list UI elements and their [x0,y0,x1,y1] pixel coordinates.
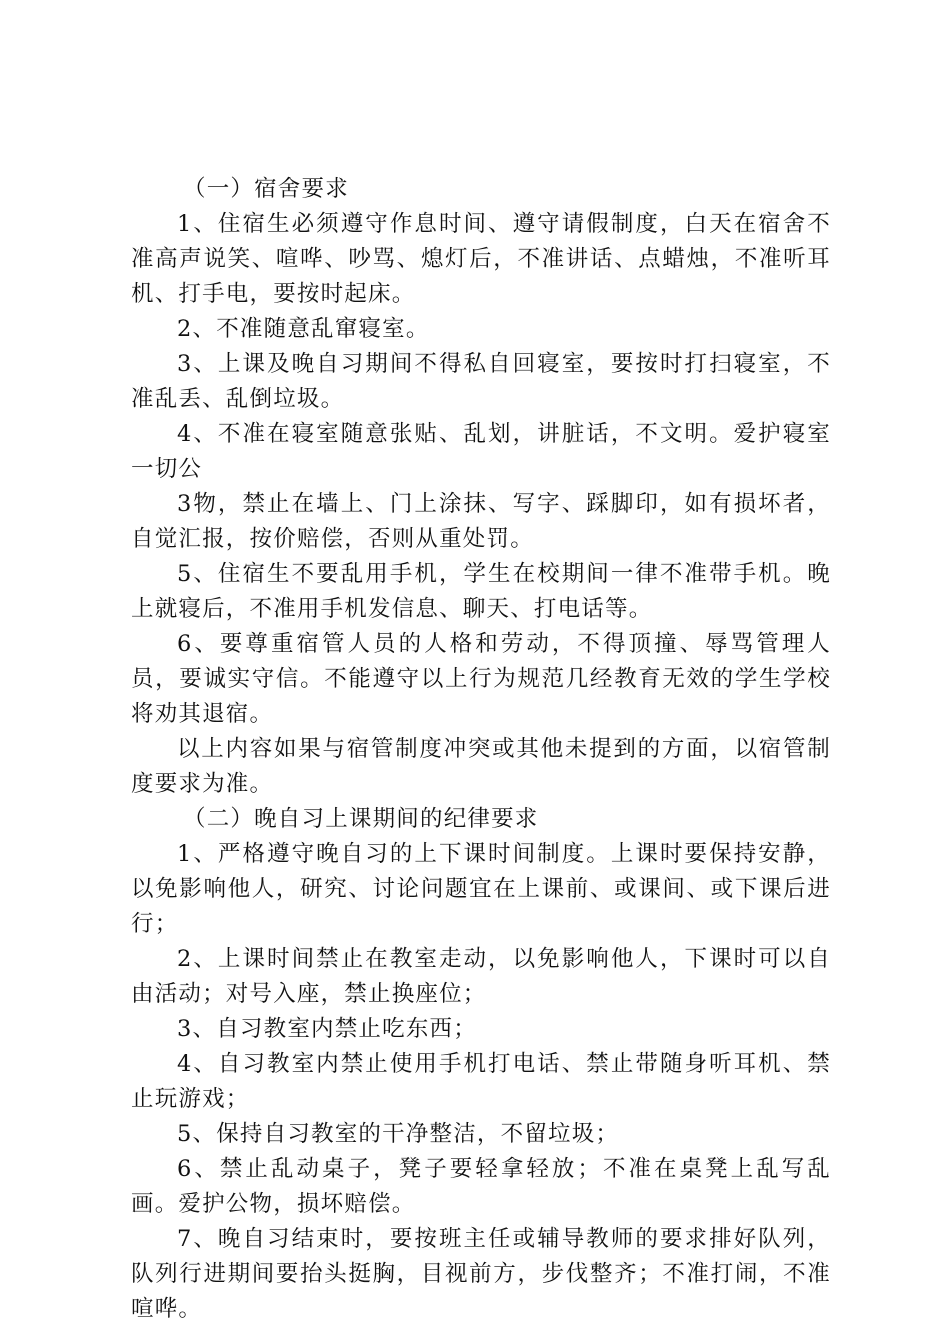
dorm-note: 以上内容如果与宿管制度冲突或其他未提到的方面，以宿管制度要求为准。 [131,736,831,797]
dorm-rule-2: 2、不准随意乱窜寝室。 [177,316,430,342]
study-rule-1: 1、严格遵守晚自习的上下课时间制度。上课时要保持安静，以免影响他人，研究、讨论问题宜在上课前、或课间、或下课后进行； [131,841,831,937]
dorm-rule-4-continued: 3物，禁止在墙上、门上涂抹、写字、踩脚印，如有损坏者，自觉汇报，按价赔偿，否则从重处罚。 [131,491,831,552]
study-section-heading: （二）晚自习上课期间的纪律要求 [183,806,539,832]
study-rule-7: 7、晚自习结束时，要按班主任或辅导教师的要求排好队列，队列行进期间要抬头挺胸，目视前方，步伐整齐；不准打闹，不准喧哗。 [131,1226,831,1322]
dorm-section-heading: （一）宿舍要求 [183,176,349,202]
document-body [131,172,831,1327]
dorm-rule-3: 3、上课及晚自习期间不得私自回寝室，要按时打扫寝室，不准乱丢、乱倒垃圾。 [131,351,831,412]
dorm-rule-4: 4、不准在寝室随意张贴、乱划，讲脏话，不文明。爱护寝室一切公 [131,421,831,482]
dorm-rule-1: 1、住宿生必须遵守作息时间、遵守请假制度，白天在宿舍不准高声说笑、喧哗、吵骂、熄灯后，不准讲话、点蜡烛，不准听耳机、打手电，要按时起床。 [131,211,831,307]
study-rule-5: 5、保持自习教室的干净整洁，不留垃圾； [177,1121,620,1147]
study-rule-4: 4、自习教室内禁止使用手机打电话、禁止带随身听耳机、禁止玩游戏； [131,1051,831,1112]
dorm-rule-5: 5、住宿生不要乱用手机，学生在校期间一律不准带手机。晚上就寝后，不准用手机发信息、聊天、打电话等。 [131,561,831,622]
study-rule-3: 3、自习教室内禁止吃东西； [177,1016,477,1042]
study-rule-2: 2、上课时间禁止在教室走动，以免影响他人，下课时可以自由活动；对号入座，禁止换座位； [131,946,831,1007]
dorm-rule-6: 6、要尊重宿管人员的人格和劳动，不得顶撞、辱骂管理人员，要诚实守信。不能遵守以上行为规范几经教育无效的学生学校将劝其退宿。 [131,631,831,727]
study-rule-6: 6、禁止乱动桌子，凳子要轻拿轻放；不准在桌凳上乱写乱画。爱护公物，损坏赔偿。 [131,1156,831,1217]
